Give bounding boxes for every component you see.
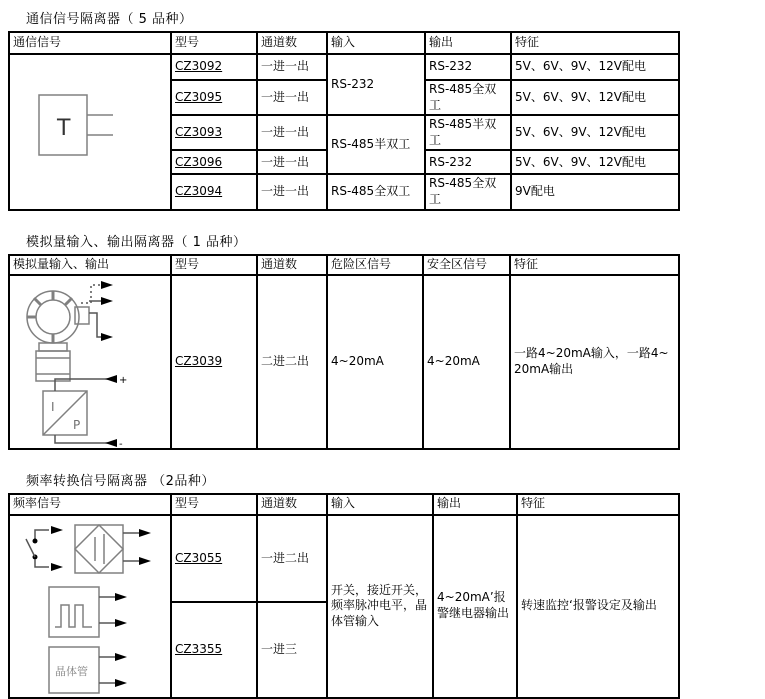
svg-text:-: - (119, 438, 123, 447)
header-signal: 频率信号 (9, 494, 171, 515)
table-header-row (9, 494, 679, 515)
header-input: 输入 (327, 32, 425, 54)
table-header-row (9, 255, 679, 275)
svg-text:I: I (51, 399, 55, 414)
model-link[interactable]: CZ3055 (175, 550, 223, 565)
model-cell (171, 602, 257, 697)
header-channels: 通道数 (257, 32, 327, 54)
analog-signal-diagram-cell (9, 275, 171, 449)
header-feature: 特征 (517, 494, 679, 515)
svg-text:晶体管: 晶体管 (55, 664, 88, 678)
channels-cell: 一进一出 (257, 54, 327, 80)
danger-signal-cell: 4~20mA (327, 275, 423, 449)
model-cell (171, 174, 257, 209)
header-output: 输出 (425, 32, 511, 54)
feature-cell: 5V、6V、9V、12V配电 (511, 80, 679, 115)
channels-cell: 一进一出 (257, 80, 327, 115)
svg-text:+: + (119, 374, 128, 386)
svg-text:T: T (57, 115, 71, 141)
channels-cell: 二进二出 (257, 275, 327, 449)
input-cell: RS-485半双工 (327, 115, 425, 174)
feature-cell: 5V、6V、9V、12V配电 (511, 150, 679, 174)
section-title-communication: 通信信号隔离器（ 5 品种） (26, 12, 193, 27)
header-channels: 通道数 (257, 255, 327, 275)
model-link[interactable]: CZ3093 (175, 124, 223, 139)
model-cell (171, 80, 257, 115)
channels-cell: 一进二出 (257, 515, 327, 603)
model-link[interactable]: CZ3355 (175, 642, 223, 657)
header-feature: 特征 (510, 255, 679, 275)
switch-icon (26, 526, 63, 571)
model-link[interactable]: CZ3092 (175, 59, 223, 74)
safe-signal-cell: 4~20mA (423, 275, 510, 449)
output-cell: 4~20mA’报警继电器输出 (433, 515, 517, 698)
frequency-isolator-table (8, 493, 680, 699)
table-header-row (9, 32, 679, 54)
proximity-sensor-icon (75, 525, 151, 573)
header-signal: 通信信号 (9, 32, 171, 54)
pulse-signal-icon (49, 587, 127, 637)
svg-text:P: P (73, 417, 81, 432)
frequency-signal-diagram-cell (9, 515, 171, 698)
frequency-diagram (13, 517, 167, 696)
table-row (9, 275, 679, 449)
header-channels: 通道数 (257, 494, 327, 515)
channels-cell: 一进一出 (257, 150, 327, 174)
feature-cell: 9V配电 (511, 174, 679, 209)
model-cell (171, 115, 257, 150)
ip-converter-icon (43, 375, 127, 447)
input-cell: RS-232 (327, 54, 425, 115)
table-row (9, 54, 679, 80)
header-model: 型号 (171, 255, 257, 275)
transmitter-t-icon (13, 65, 167, 199)
header-input: 输入 (327, 494, 433, 515)
analog-diagram (13, 277, 167, 447)
header-danger-zone: 危险区信号 (327, 255, 423, 275)
header-model: 型号 (171, 494, 257, 515)
transistor-box-icon (49, 647, 127, 693)
input-cell: 开关，接近开关，频率脉冲电平，晶体管输入 (327, 515, 433, 698)
header-output: 输出 (433, 494, 517, 515)
channels-cell: 一进三 (257, 602, 327, 697)
channels-cell: 一进一出 (257, 115, 327, 150)
header-signal: 模拟量输入、输出 (9, 255, 171, 275)
model-link[interactable]: CZ3095 (175, 89, 223, 104)
output-cell: RS-232 (425, 150, 511, 174)
transmitter-icon (27, 291, 89, 381)
feature-cell: 5V、6V、9V、12V配电 (511, 54, 679, 80)
model-link[interactable]: CZ3094 (175, 184, 223, 199)
header-feature: 特征 (511, 32, 679, 54)
model-link[interactable]: CZ3096 (175, 154, 223, 169)
feature-cell: 一路4~20mA输入，一路4~20mA输出 (510, 275, 679, 449)
section-title-frequency: 频率转换信号隔离器 （2品种） (26, 473, 215, 489)
output-cell: RS-485半双工 (425, 115, 511, 150)
header-safe-zone: 安全区信号 (423, 255, 510, 275)
output-cell: RS-485全双工 (425, 174, 511, 209)
feature-cell: 5V、6V、9V、12V配电 (511, 115, 679, 150)
feature-cell: 转速监控‘报警设定及输出 (517, 515, 679, 698)
model-link[interactable]: CZ3039 (175, 353, 223, 368)
model-cell (171, 515, 257, 603)
header-model: 型号 (171, 32, 257, 54)
model-cell (171, 150, 257, 174)
analog-isolator-table (8, 254, 680, 450)
output-cell: RS-232 (425, 54, 511, 80)
signal-arrows-icon (81, 281, 113, 341)
comm-signal-diagram-cell (9, 54, 171, 210)
output-cell: RS-485全双工 (425, 80, 511, 115)
table-row (9, 515, 679, 603)
model-cell (171, 54, 257, 80)
section-title-analog: 模拟量输入、输出隔离器（ 1 品种） (26, 234, 247, 250)
channels-cell: 一进一出 (257, 174, 327, 209)
model-cell (171, 275, 257, 449)
communication-isolator-table (8, 31, 680, 211)
input-cell: RS-485全双工 (327, 174, 425, 209)
